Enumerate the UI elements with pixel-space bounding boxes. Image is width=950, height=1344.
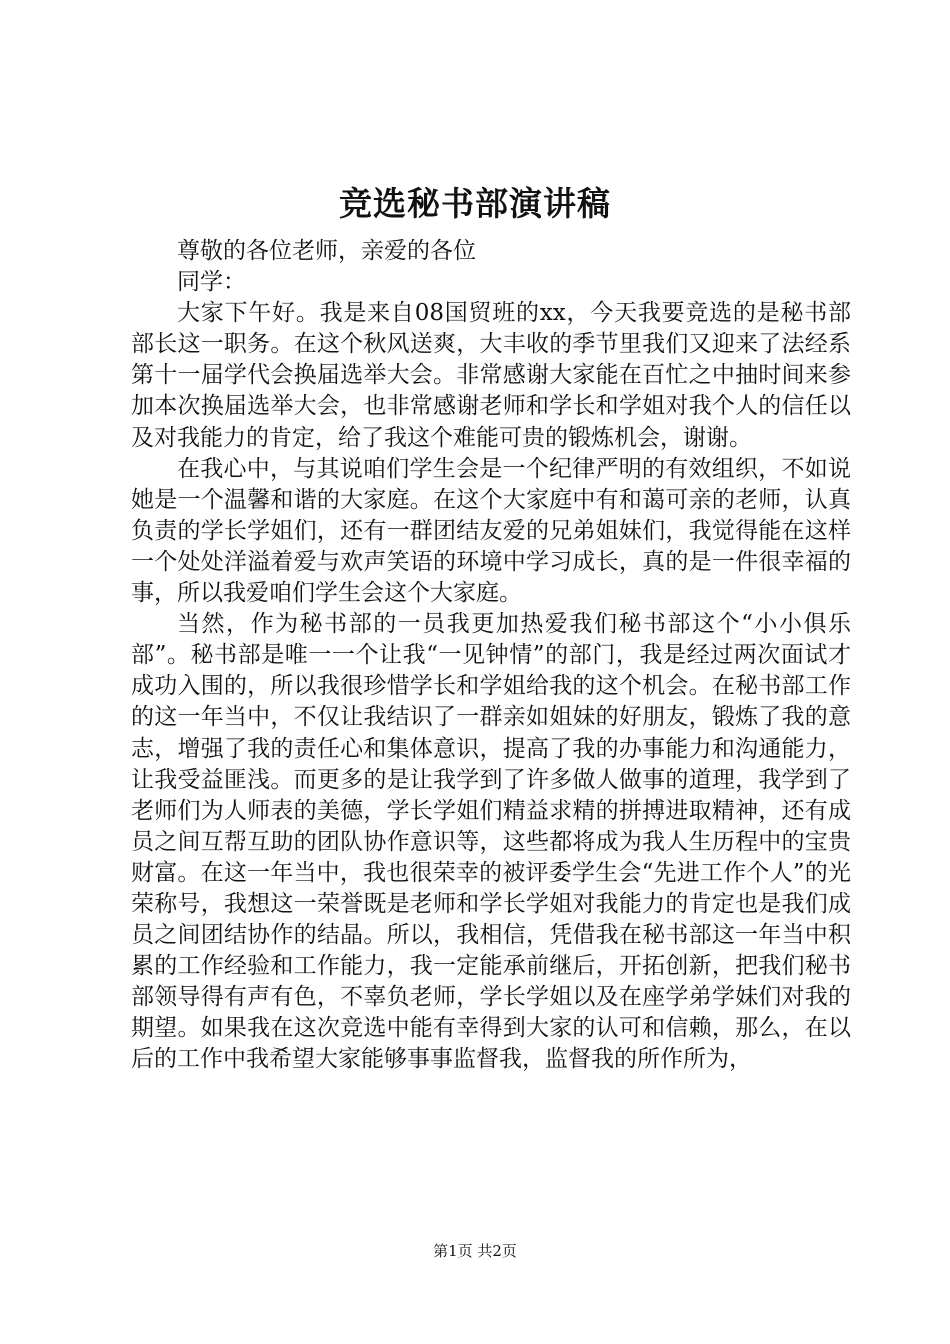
body-paragraph: 大家下午好。我是来自08国贸班的xx，今天我要竞选的是秘书部部长这一职务。在这个秋风送爽，大丰收的季节里我们又迎来了法经系第十一届学代会换届选举大会。非常感谢大家能在百忙之中抽时间来参加本次换届选举大会，也非常感谢老师和学长和学姐对我个人的信任以及对我能力的肯定，给了我这个难能可贵的锻炼机会，谢谢。: [131, 300, 851, 451]
document-body: [131, 236, 851, 1076]
salutation-line: 同学：: [177, 269, 246, 296]
body-paragraph: 当然，作为秘书部的一员我更加热爱我们秘书部这个“小小俱乐部”。秘书部是唯一一个让我“一见钟情”的部门，我是经过两次面试才成功入围的，所以我很珍惜学长和学姐给我的这个机会。在秘书部工作的这一年当中，不仅让我结识了一群亲如姐妹的好朋友，锻炼了我的意志，增强了我的责任心和集体意识，提高了我的办事能力和沟通能力，让我受益匪浅。而更多的是让我学到了许多做人做事的道理，我学到了老师们为人师表的美德，学长学姐们精益求精的拼搏进取精神，还有成员之间互帮互助的团队协作意识等，这些都将成为我人生历程中的宝贵财富。在这一年当中，我也很荣幸的被评委学生会“先进工作个人”的光荣称号，我想这一荣誉既是老师和学长学姐对我能力的肯定也是我们成员之间团结协作的结晶。所以，我相信，凭借我在秘书部这一年当中积累的工作经验和工作能力，我一定能承前继后，开拓创新，把我们秘书部领导得有声有色，不辜负老师，学长学姐以及在座学弟学妹们对我的期望。如果我在这次竞选中能有幸得到大家的认可和信赖，那么，在以后的工作中我希望大家能够事事监督我，监督我的所作所为，: [131, 611, 851, 1073]
document-title: 竞选秘书部演讲稿: [339, 184, 611, 223]
salutation-line: 尊敬的各位老师，亲爱的各位: [177, 238, 476, 264]
body-paragraph: 在我心中，与其说咱们学生会是一个纪律严明的有效组织，不如说她是一个温馨和谐的大家庭。在这个大家庭中有和蔼可亲的老师，认真负责的学长学姐们，还有一群团结友爱的兄弟姐妹们，我觉得能在这样一个处处洋溢着爱与欢声笑语的环境中学习成长，真的是一件很幸福的事，所以我爱咱们学生会这个大家庭。: [131, 455, 851, 607]
page-footer: 第1页 共2页: [433, 1242, 517, 1260]
